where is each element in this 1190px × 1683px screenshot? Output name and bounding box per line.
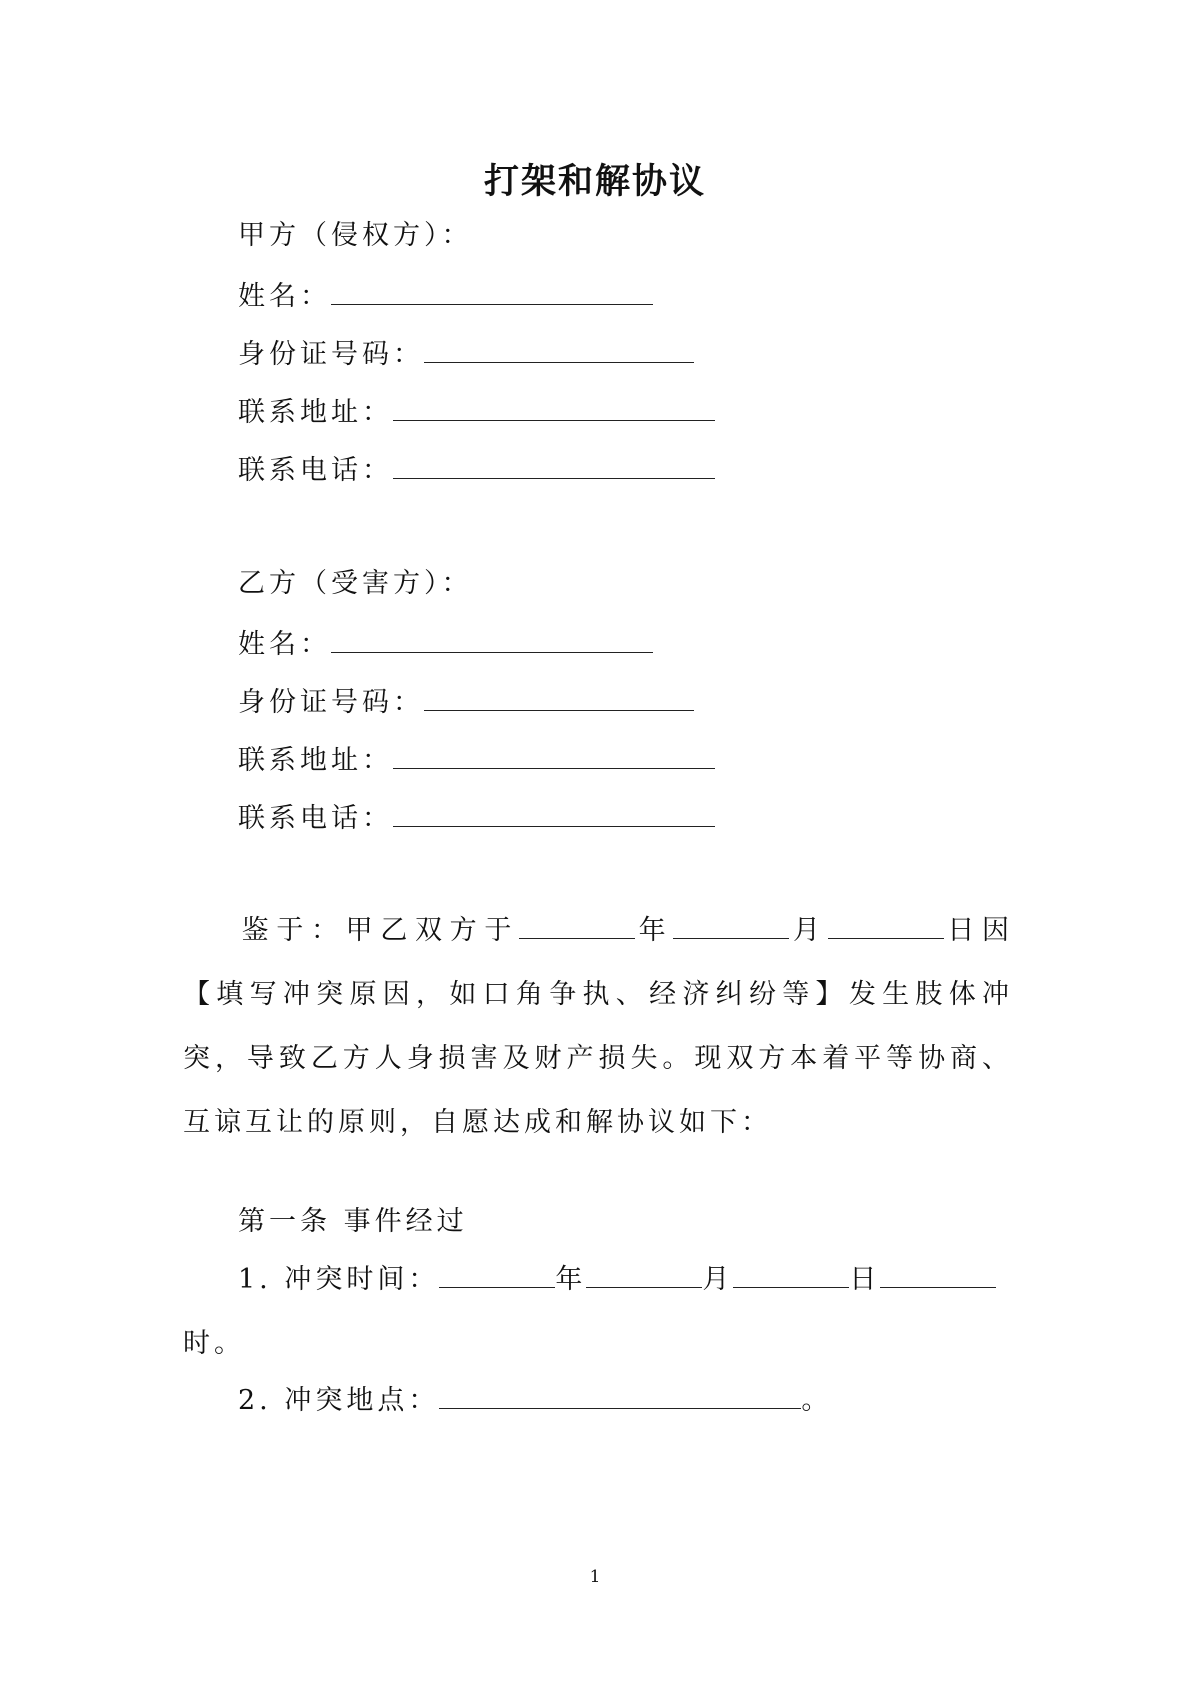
preamble-month-blank: [673, 908, 789, 939]
party-b-address-row: [238, 738, 715, 781]
preamble-year-label: 年: [635, 915, 674, 946]
party-a-name-blank: [331, 274, 653, 305]
party-b-id-row: [238, 680, 694, 723]
party-a-phone-blank: [393, 448, 715, 479]
item1-year-blank: [439, 1257, 555, 1288]
party-b-name-label: 姓名：: [238, 629, 331, 660]
party-b-id-blank: [424, 680, 694, 711]
party-a-name-label: 姓名：: [238, 281, 331, 312]
item1-month-label: 月: [702, 1264, 734, 1295]
party-b-phone-row: [238, 796, 715, 839]
party-a-address-label: 联系地址：: [238, 397, 393, 428]
party-a-id-blank: [424, 332, 694, 363]
item1-label: 1. 冲突时间：: [238, 1264, 440, 1295]
item1-hour-blank: [880, 1257, 996, 1288]
page-number: 1: [589, 1567, 601, 1587]
item1-year-label: 年: [555, 1264, 587, 1295]
party-b-name-row: [238, 622, 653, 665]
party-b-heading: 乙方（受害方）：: [238, 568, 473, 599]
party-a-id-label: 身份证号码：: [238, 339, 424, 370]
party-a-phone-label: 联系电话：: [238, 455, 393, 486]
party-b-id-label: 身份证号码：: [238, 687, 424, 718]
preamble-day-blank: [828, 908, 944, 939]
party-a-phone-row: [238, 448, 715, 491]
document-title: 打架和解协议: [483, 161, 706, 202]
item2-place-blank: [439, 1378, 801, 1409]
item2-end: 。: [801, 1385, 833, 1416]
party-b-address-label: 联系地址：: [238, 745, 393, 776]
item2-label: 2. 冲突地点：: [238, 1385, 440, 1416]
party-b-address-blank: [393, 738, 715, 769]
item1-day-blank: [733, 1257, 849, 1288]
party-a-address-row: [238, 390, 715, 433]
party-b-name-blank: [331, 622, 653, 653]
party-b-phone-label: 联系电话：: [238, 803, 393, 834]
preamble-paragraph: [183, 899, 1013, 1155]
preamble-lead: 鉴于：甲乙双方于: [238, 915, 519, 946]
article1-item2: [238, 1378, 832, 1421]
item1-hour-label: 时。: [183, 1328, 245, 1359]
preamble-reason-text: 日因【填写冲突原因，如口角争执、经济纠纷等】发生肢体冲突，导致乙方人身损害及财产损失。现双方本着平等协商、互谅互让的原则，自愿达成和解协议如下：: [183, 915, 1014, 1138]
item1-day-label: 日: [849, 1264, 881, 1295]
party-a-heading: 甲方（侵权方）：: [238, 220, 473, 251]
party-a-id-row: [238, 332, 694, 375]
article1-heading: 第一条 事件经过: [238, 1206, 468, 1237]
item1-month-blank: [586, 1257, 702, 1288]
party-b-phone-blank: [393, 796, 715, 827]
preamble-year-blank: [519, 908, 635, 939]
party-a-name-row: [238, 274, 653, 317]
article1-item1: [183, 1248, 1013, 1376]
party-a-address-blank: [393, 390, 715, 421]
preamble-month-label: 月: [789, 915, 828, 946]
